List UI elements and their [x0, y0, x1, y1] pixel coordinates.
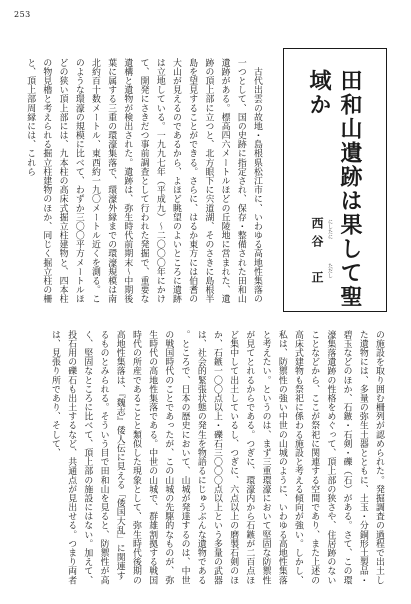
author-name: 西谷 正: [310, 217, 324, 289]
lower-body-text: の施設を取り囲む柵列が認められた。発掘調査の過程で出土した遺物には、多量の弥生土器とともに、土玉・分銅形土製品・碧玉などのほか、石鏃・石剣・礫（石）がある。さて、この環濠集落遺跡の性格をめぐって、頂上部の狭さや、住居跡のないことなどから、ここが祭祀に関連する空間であり、また上述の高床式建物も祭祀に係わる施設と考える傾向が強い。しかし、私は、防禦性の強い中世の山城のように、いわゆる高地性集落と考えたい。というのは、まず三重環濠において堅固な防禦性が見てとれるからである。つぎに、環濠内から石鏃が二百点ほど集中して出土しているし、つぎに、六点以上の磨製石剣のほか、石鏃一〇〇点以上・礫石三〇〇〇点以上という多量の武器は、社会的緊張状態の発生を物語るにじゅうぶんな遺物である。ところで、日本の歴史において、山城が発達するのは、中世の戦国時代のことであったが、この山城の先駆的なものが、弥生時代の高地性集落である。中世の山城で、群雄割拠する戦国時代の所産であることと類似した現象として、弥生時代後期の高地性集落は、『魏志』倭人伝に見える「倭国大乱」に関連するものとみられる。そういう目で田和山を見ると、防禦性が高く、堅固なところに比べて、頂上部の施設にはない。加えて、投石用の礫石も出土するなど、共通点が見出せる。つまり両者は、見張り所であり、そして、: [49, 330, 384, 585]
section-divider: [20, 318, 391, 319]
author-ruby-surname: にしたに: [327, 219, 333, 239]
page-number: 253: [14, 10, 31, 19]
article-title: 田和山遺跡は果して聖域か: [306, 69, 363, 309]
author-ruby-given: ただし: [327, 263, 333, 278]
title-box: [283, 48, 387, 312]
upper-body-text: 古代出雲の故地・島根県松江市に、いわゆる高地性集落の一つとして、国の史跡に指定され、保存・整備された田和山遺跡がある。標高四六メートルほどの丘陵地に営まれた、遺跡の頂上部に立つと、北方眼下に宍道湖、そのさきに島根半島を望見することができる。さらに、はるか東方には伯耆の大山が見えるのであるから、よほど眺望のよいところに遺跡は立地している。一九九七年（平成九）～二〇〇〇年にかけて、開発にさきだつ事前調査として行われた発掘で、重要な遺構と遺物が検出された。遺跡は、弥生時代前期末～中期後葉に属する三重の環濠集落で、環濠外縁までの環濠規模は南北約百十数メートル、東西約一九〇メートル近くを測る。このような環濠の規模に比べて、わずか三〇〇平方メートルほどの狭い頂上部には、九本柱の高床式掘立柱建物と、四本柱の物見櫓と考えられる掘立柱建物のほか、同じく掘立柱の柵と、頂上部周縁には、これら: [25, 58, 262, 304]
